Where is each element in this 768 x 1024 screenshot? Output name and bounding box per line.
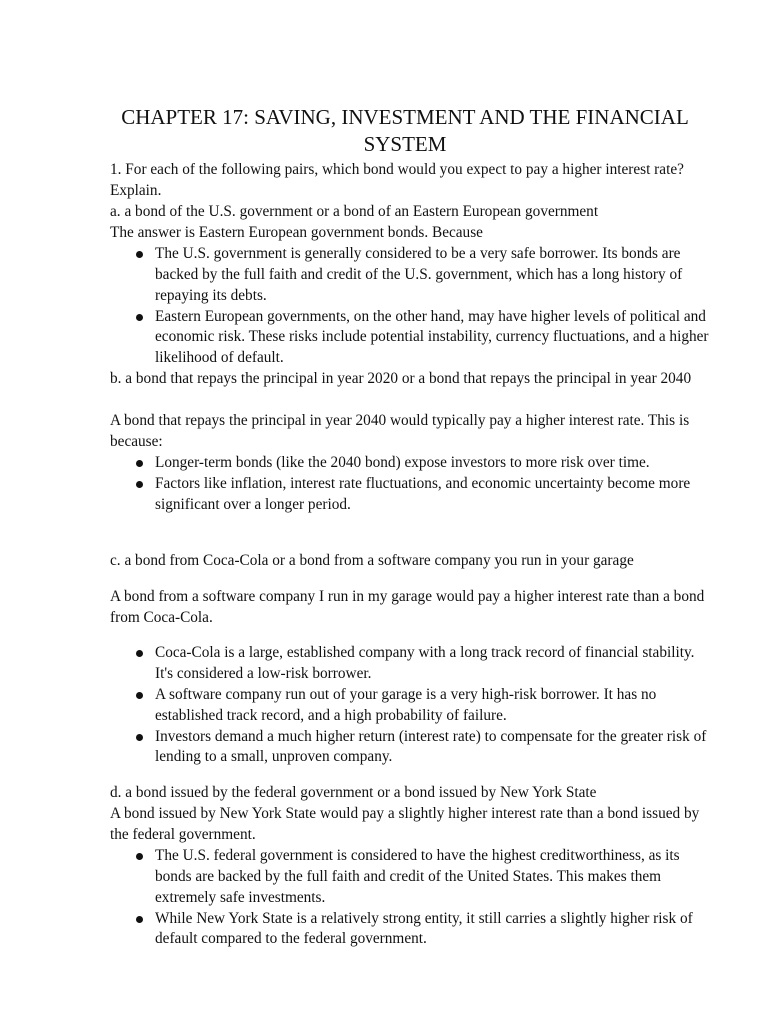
list-item: Factors like inflation, interest rate fluctuations, and economic uncertainty become more significant over a longer period. [110,474,710,516]
list-item: Eastern European governments, on the other hand, may have higher levels of political and economic risk. These risks include potential instability, currency fluctuations, and a higher likelihood of default. [110,307,710,369]
part-c-bullets [110,643,710,768]
part-d-prompt: d. a bond issued by the federal government or a bond issued by New York State [110,784,597,801]
chapter-title: CHAPTER 17: SAVING, INVESTMENT AND THE FINANCIAL SYSTEM [121,105,689,156]
question-text: 1. For each of the following pairs, which bond would you expect to pay a higher interest rate? Explain. [110,161,684,199]
list-item: The U.S. government is generally considered to be a very safe borrower. Its bonds are backed by the full faith and credit of the U.S. government, which has a long history of repaying its debts. [110,244,710,306]
list-item: Investors demand a much higher return (interest rate) to compensate for the greater risk of lending to a small, unproven company. [110,727,710,769]
part-d-answer: A bond issued by New York State would pay a slightly higher interest rate than a bond issued by the federal government. [110,805,700,843]
list-item: Longer-term bonds (like the 2040 bond) expose investors to more risk over time. [110,453,710,474]
part-b-prompt: b. a bond that repays the principal in year 2020 or a bond that repays the principal in year 2040 [110,370,692,387]
part-c-prompt: c. a bond from Coca-Cola or a bond from a software company you run in your garage [110,552,634,569]
part-b-answer: A bond that repays the principal in year 2040 would typically pay a higher interest rate. This is because: [110,412,690,450]
part-b-bullets [110,453,710,516]
part-a-bullets [110,244,710,369]
list-item: A software company run out of your garage is a very high-risk borrower. It has no established track record, and a high probability of failure. [110,685,710,727]
part-d-bullets [110,846,710,950]
part-a-prompt: a. a bond of the U.S. government or a bond of an Eastern European government [110,203,599,220]
part-a-answer: The answer is Eastern European government bonds. Because [110,224,483,241]
list-item: The U.S. federal government is considered to have the highest creditworthiness, as its bonds are backed by the full faith and credit of the United States. This makes them extremely safe investments. [110,846,710,908]
part-c-answer: A bond from a software company I run in my garage would pay a higher interest rate than a bond from Coca-Cola. [110,588,705,626]
list-item: While New York State is a relatively strong entity, it still carries a slightly higher risk of default compared to the federal government. [110,909,710,951]
list-item: Coca-Cola is a large, established company with a long track record of financial stability. It's considered a low-risk borrower. [110,643,710,685]
